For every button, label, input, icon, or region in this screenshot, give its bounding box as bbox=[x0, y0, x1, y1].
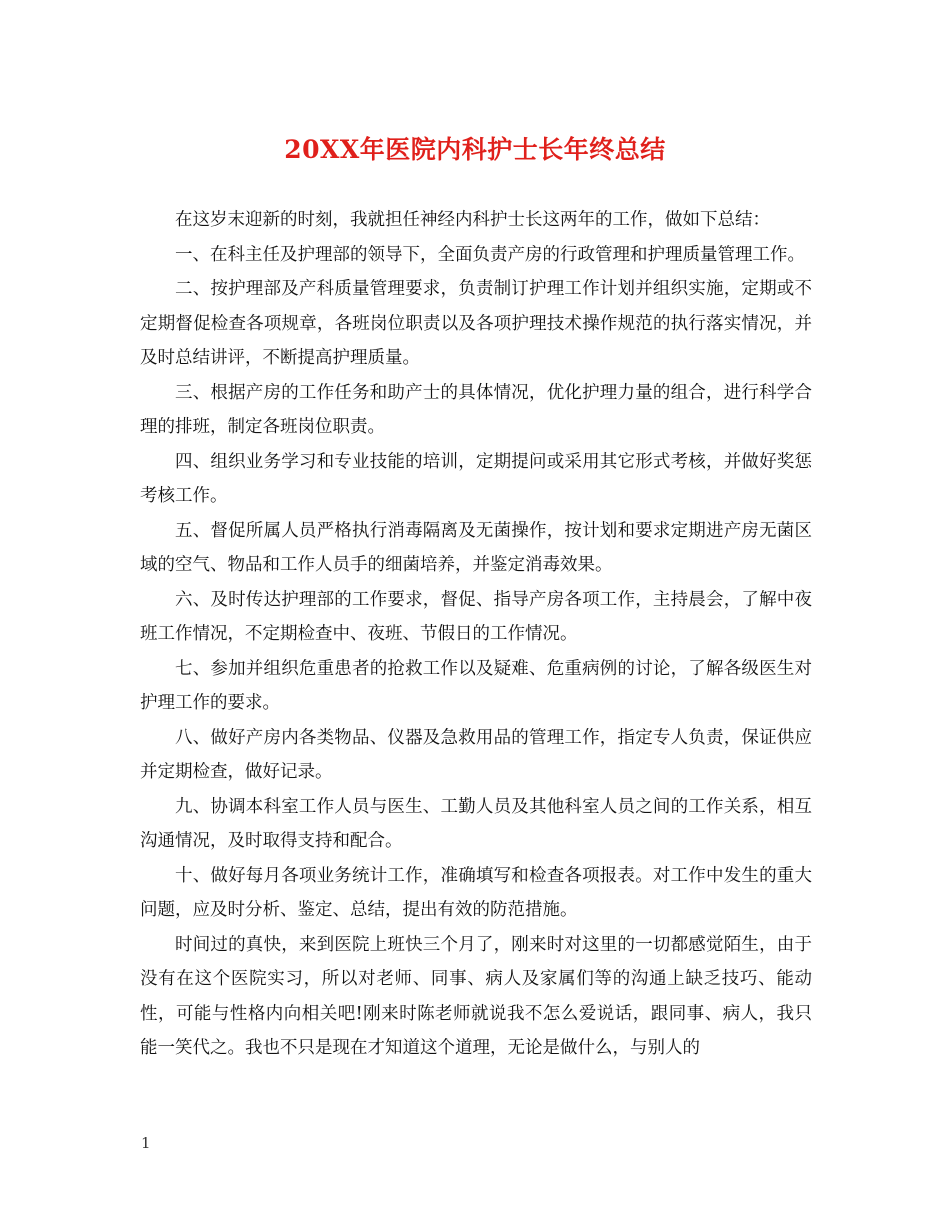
page-number: 1 bbox=[141, 1134, 151, 1152]
paragraph-item-5: 五、督促所属人员严格执行消毒隔离及无菌操作，按计划和要求定期进产房无菌区域的空气、物品和工作人员手的细菌培养，并鉴定消毒效果。 bbox=[140, 520, 812, 575]
paragraph-item-8: 八、做好产房内各类物品、仪器及急救用品的管理工作，指定专人负责，保证供应并定期检查，做好记录。 bbox=[140, 727, 812, 782]
paragraph-reflection: 时间过的真快，来到医院上班快三个月了，刚来时对这里的一切都感觉陌生，由于没有在这个医院实习，所以对老师、同事、病人及家属们等的沟通上缺乏技巧、能动性，可能与性格内向相关吧!刚来时陈老师就说我不怎么爱说话，跟同事、病人，我只能一笑代之。我也不只是现在才知道这个道理，无论是做什么，与别人的 bbox=[140, 934, 812, 1058]
paragraph-item-4: 四、组织业务学习和专业技能的培训，定期提问或采用其它形式考核，并做好奖惩考核工作。 bbox=[140, 451, 812, 506]
paragraph-item-9: 九、协调本科室工作人员与医生、工勤人员及其他科室人员之间的工作关系，相互沟通情况，及时取得支持和配合。 bbox=[140, 796, 812, 851]
document-body bbox=[140, 203, 812, 1066]
paragraph-item-3: 三、根据产房的工作任务和助产士的具体情况，优化护理力量的组合，进行科学合理的排班，制定各班岗位职责。 bbox=[140, 382, 812, 437]
paragraph-item-2: 二、按护理部及产科质量管理要求，负责制订护理工作计划并组织实施，定期或不定期督促检查各项规章，各班岗位职责以及各项护理技术操作规范的执行落实情况，并及时总结讲评，不断提高护理质量。 bbox=[140, 279, 812, 368]
paragraph-intro: 在这岁末迎新的时刻，我就担任神经内科护士长这两年的工作，做如下总结： bbox=[175, 210, 770, 230]
paragraph-item-10: 十、做好每月各项业务统计工作，准确填写和检查各项报表。对工作中发生的重大问题，应及时分析、鉴定、总结，提出有效的防范措施。 bbox=[140, 865, 812, 920]
paragraph-item-7: 七、参加并组织危重患者的抢救工作以及疑难、危重病例的讨论，了解各级医生对护理工作的要求。 bbox=[140, 658, 812, 713]
paragraph-item-6: 六、及时传达护理部的工作要求，督促、指导产房各项工作，主持晨会，了解中夜班工作情况，不定期检查中、夜班、节假日的工作情况。 bbox=[140, 589, 812, 644]
document-title: 20XX年医院内科护士长年终总结 bbox=[284, 135, 666, 164]
paragraph-item-1: 一、在科主任及护理部的领导下，全面负责产房的行政管理和护理质量管理工作。 bbox=[175, 244, 805, 265]
